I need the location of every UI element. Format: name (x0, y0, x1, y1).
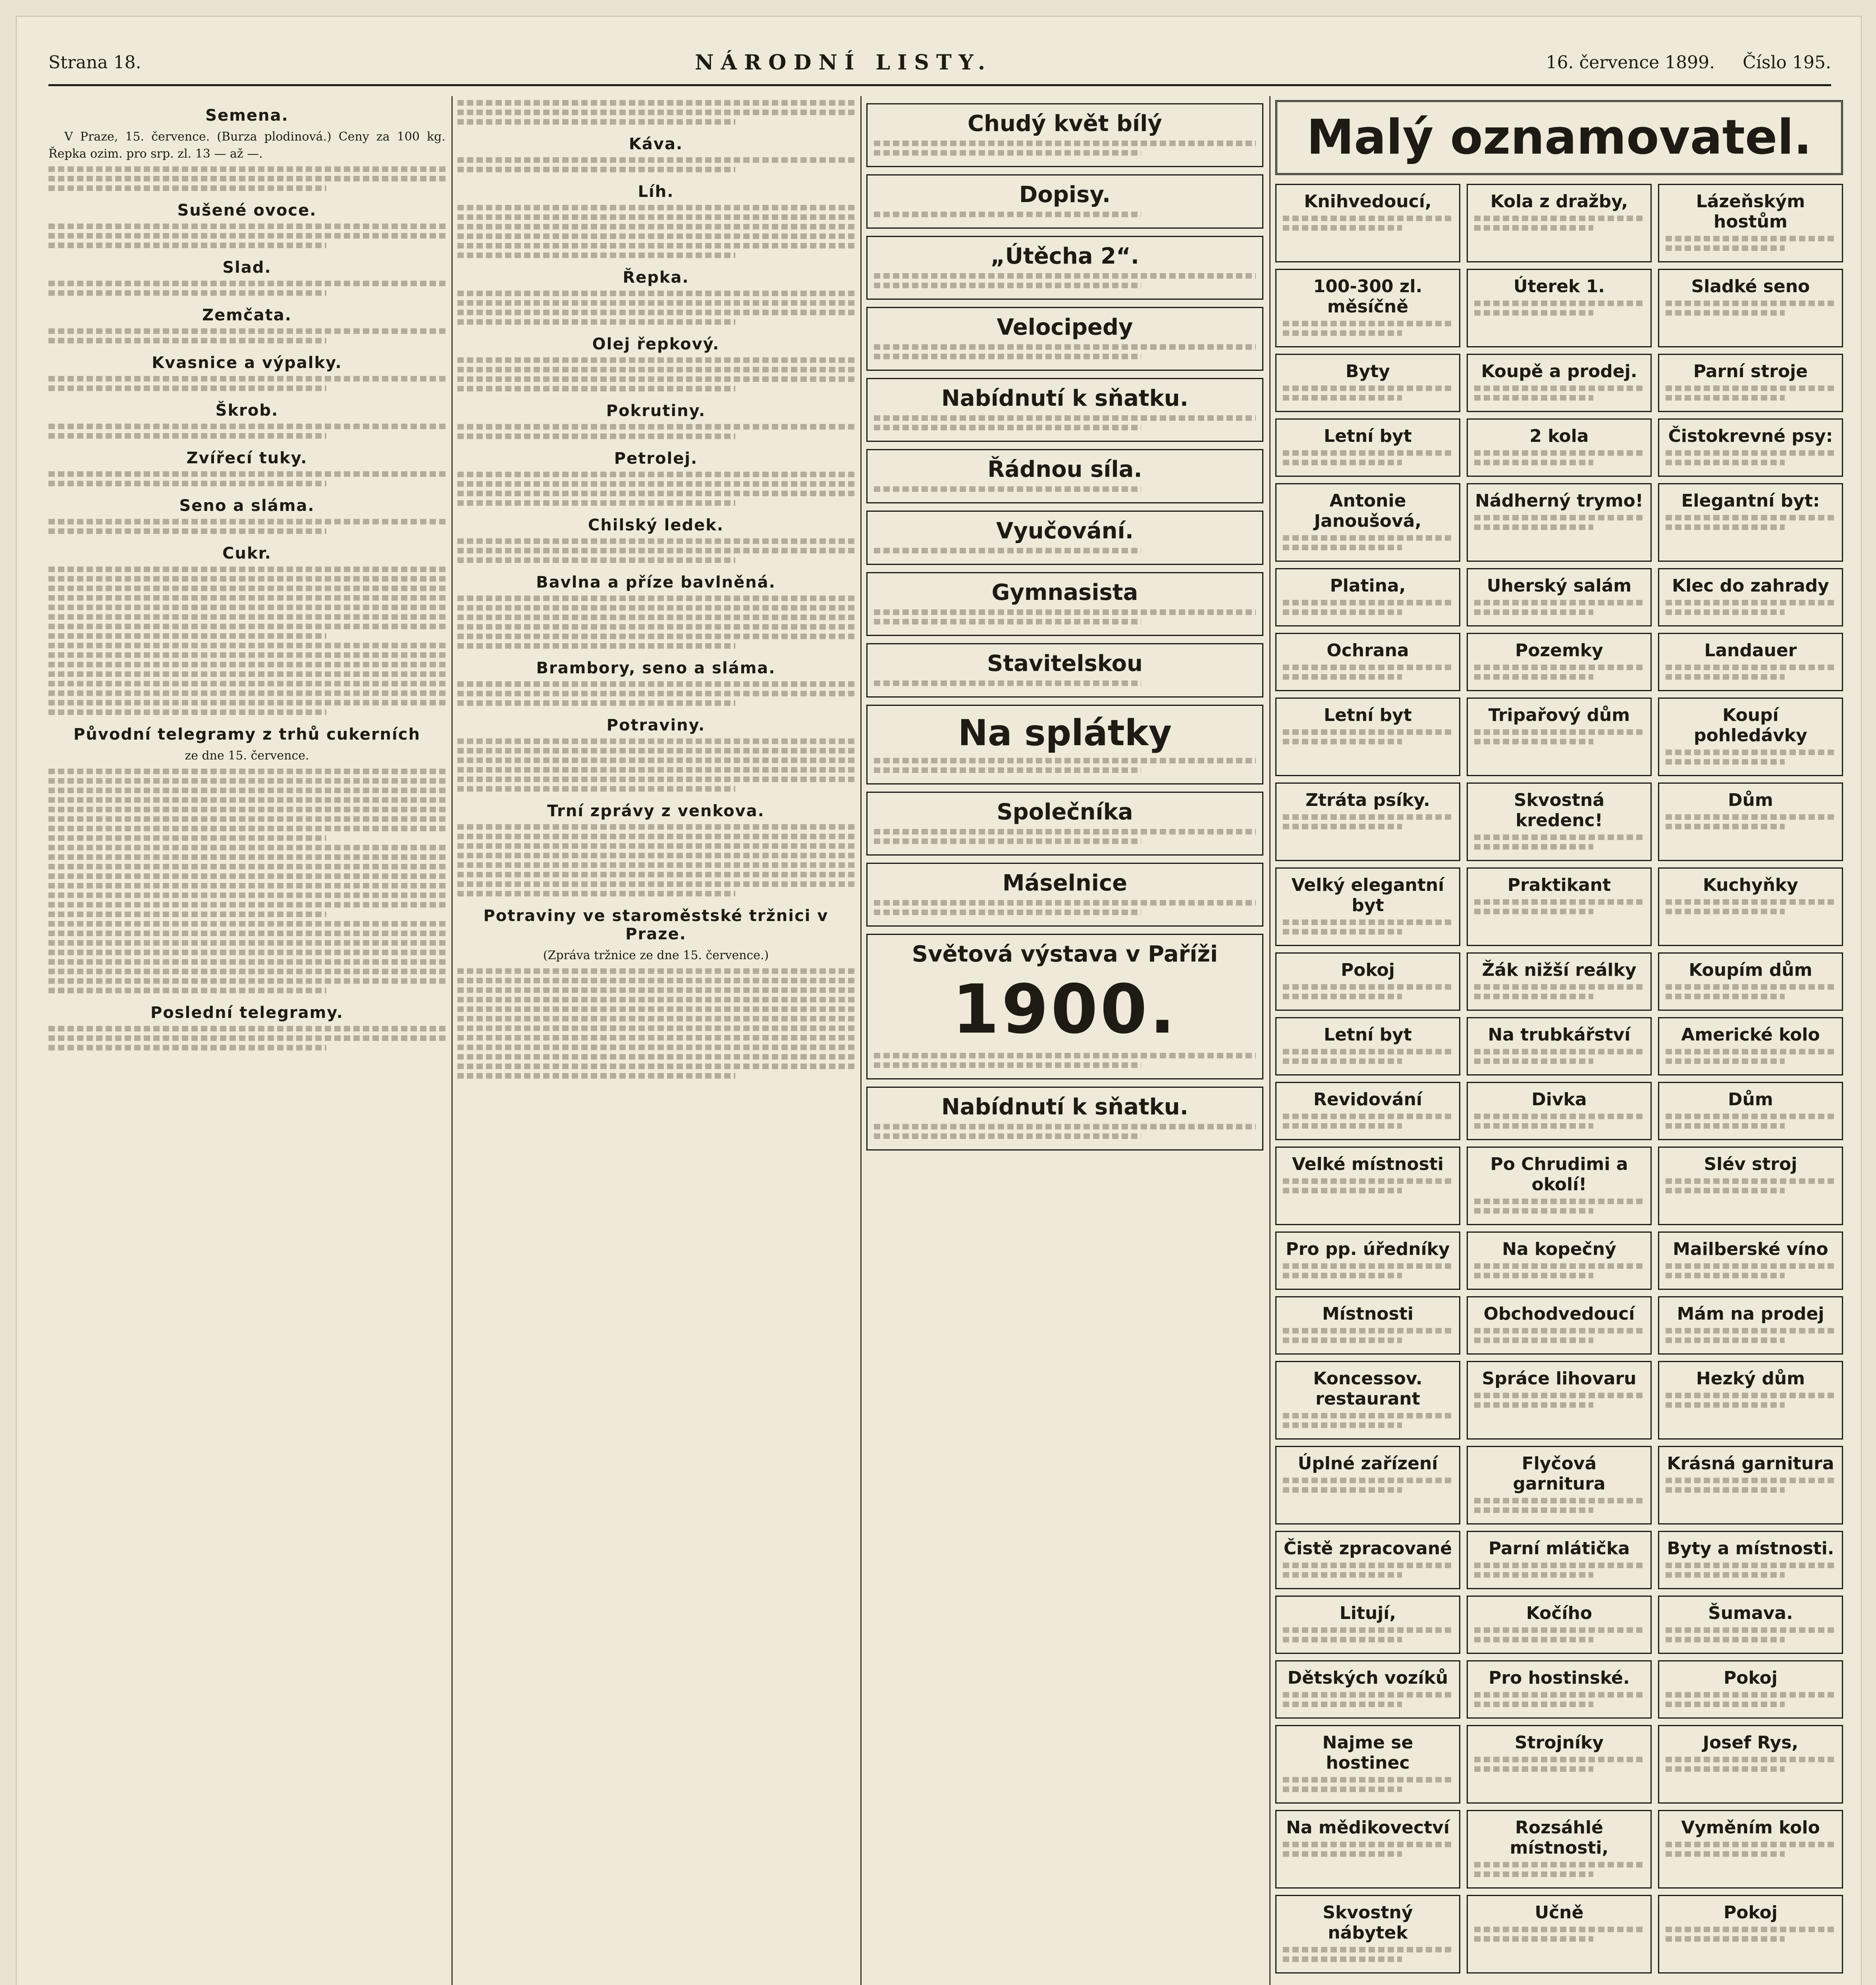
classified-ad (1467, 1596, 1652, 1654)
advert (866, 449, 1263, 503)
column-display-ads (866, 96, 1263, 1985)
section-heading: Řepka. (623, 268, 689, 287)
classified-ad (1467, 952, 1652, 1011)
classified-ad (1658, 1895, 1843, 1973)
classified-ad (1467, 1725, 1652, 1804)
advert (866, 378, 1263, 442)
classified-ad-title: Dům (1728, 790, 1773, 810)
advert-title: „Útěcha 2“. (990, 243, 1139, 269)
classified-ad-title: 100-300 zl. měsíčně (1313, 276, 1423, 317)
page-number: Strana 18. (48, 52, 141, 73)
classified-ad-title: Lázeňským hostům (1696, 191, 1805, 232)
classified-ad-title: Čistě zpracované (1283, 1538, 1452, 1559)
classified-ad-title: Josef Rys, (1702, 1733, 1799, 1753)
classified-ad-title: Kuchyňky (1702, 875, 1798, 895)
newspaper-page (16, 16, 1862, 1985)
section-heading: Potraviny. (606, 716, 706, 734)
advert (866, 236, 1263, 300)
classified-ad (1658, 633, 1843, 691)
classified-ad-title: Dům (1728, 1089, 1773, 1110)
classified-ad-title: Obchodvedoucí (1483, 1304, 1635, 1324)
classified-ad (1658, 184, 1843, 262)
classified-ad-title: Elegantní byt: (1681, 491, 1820, 511)
section-heading: Chilský ledek. (588, 516, 724, 534)
advert-title: Máselnice (1002, 870, 1128, 896)
page-header (48, 40, 1831, 86)
column-classifieds (1275, 96, 1843, 1985)
classified-ad-title: Sladké seno (1691, 276, 1810, 297)
classified-ad-title: Slév stroj (1704, 1154, 1797, 1174)
classified-ad (1658, 354, 1843, 412)
classified-ad (1658, 483, 1843, 562)
classified-ad (1275, 483, 1460, 562)
classified-ad (1467, 782, 1652, 861)
classified-ad-title: Koncessov. restaurant (1313, 1368, 1423, 1409)
section-heading: Seno a sláma. (179, 497, 315, 515)
classified-ad (1275, 1017, 1460, 1075)
classified-ad-title: Litují, (1339, 1603, 1396, 1623)
column-rule (1269, 96, 1271, 1985)
classified-ad (1275, 867, 1460, 946)
advert-title: Stavitelskou (987, 651, 1143, 676)
classified-ad-title: Revidování (1313, 1089, 1422, 1110)
classified-ad (1275, 568, 1460, 626)
section-heading: Původní telegramy z trhů cukerních (73, 725, 421, 744)
classified-ad-title: Učně (1535, 1902, 1584, 1923)
advert (866, 103, 1263, 167)
classified-ad-title: Na trubkářství (1488, 1025, 1631, 1045)
classified-ad-title: Místnosti (1322, 1304, 1413, 1324)
section-heading: Petrolej. (614, 449, 698, 468)
issue-date: 16. července 1899. (1546, 52, 1715, 73)
classified-ad (1275, 952, 1460, 1011)
classified-ad (1467, 269, 1652, 347)
classified-ad (1658, 1231, 1843, 1290)
advert-year: 1900. (952, 970, 1178, 1049)
classified-ad (1275, 354, 1460, 412)
issue-number: Číslo 195. (1743, 52, 1831, 73)
classified-ad (1467, 1147, 1652, 1225)
classified-ad-title: Praktikant (1507, 875, 1611, 895)
column-market-reports-2 (457, 96, 854, 1985)
classifieds-grid (1275, 184, 1843, 1973)
advert-title: Velocipedy (997, 314, 1133, 340)
advert-title: Nabídnutí k sňatku. (941, 1094, 1189, 1120)
section-heading: Olej řepkový. (592, 335, 720, 353)
classified-ad (1658, 1725, 1843, 1804)
advert (866, 934, 1263, 1079)
advert (866, 572, 1263, 636)
article-text: V Praze, 15. července. (Burza plodinová.) Ceny za 100 kg. Řepka ozim. pro srp. zl. 13 — až —. (48, 130, 445, 161)
classified-ad (1658, 568, 1843, 626)
classified-ad (1658, 952, 1843, 1011)
classified-ad-title: Uherský salám (1487, 576, 1632, 596)
section-heading: Zemčata. (202, 306, 292, 325)
classified-ad-title: Pro pp. úředníky (1286, 1239, 1450, 1259)
section-heading: Potraviny ve staroměstské tržnici v Praze. (483, 907, 829, 943)
classified-ad (1467, 483, 1652, 562)
classified-ad-title: Platina, (1330, 576, 1406, 596)
classified-ad (1658, 1361, 1843, 1440)
classified-ad (1275, 698, 1460, 776)
classified-ad-title: Na kopečný (1502, 1239, 1616, 1259)
section-heading: Cukr. (222, 544, 272, 563)
classified-ad-title: Dětských vozíků (1287, 1668, 1448, 1688)
classified-ad-title: Tripařový dům (1488, 705, 1630, 725)
classified-ad (1275, 1147, 1460, 1225)
section-subheading: ze dne 15. července. (185, 749, 309, 763)
advert-title: Na splátky (958, 712, 1172, 754)
classified-ad-title: Velký elegantní byt (1291, 875, 1444, 915)
classified-ad (1658, 1017, 1843, 1075)
column-rule (451, 96, 453, 1985)
classified-ad-title: Kočího (1526, 1603, 1593, 1623)
advert-title: Vyučování. (996, 518, 1134, 544)
section-heading: Poslední telegramy. (150, 1003, 343, 1022)
advert-title: Gymnasista (991, 580, 1138, 605)
section-heading: Slad. (222, 258, 272, 277)
advert-title: Chudý květ bílý (968, 111, 1162, 137)
classified-ad (1467, 633, 1652, 691)
classified-ad (1658, 1446, 1843, 1524)
classified-ad (1658, 1296, 1843, 1355)
classified-ad (1275, 1296, 1460, 1355)
classified-ad (1467, 1895, 1652, 1973)
classified-ad (1467, 354, 1652, 412)
classified-ad (1658, 1596, 1843, 1654)
classified-ad (1275, 418, 1460, 477)
classified-ad (1658, 782, 1843, 861)
advert (866, 863, 1263, 927)
advert-title: Dopisy. (1019, 182, 1111, 208)
classified-ad (1467, 1531, 1652, 1589)
classified-ad-title: Pozemky (1515, 640, 1603, 661)
classified-ad (1275, 1895, 1460, 1973)
classified-ad-title: Spráce lihovaru (1482, 1368, 1637, 1389)
classified-ad-title: Strojníky (1514, 1733, 1604, 1753)
classified-ad (1467, 1231, 1652, 1290)
classified-ad-title: Landauer (1704, 640, 1797, 661)
section-heading: Kvasnice a výpalky. (152, 354, 342, 372)
classified-ad (1658, 1810, 1843, 1889)
classified-ad (1658, 418, 1843, 477)
section-heading: Semena. (205, 106, 289, 125)
classified-ad-title: Byty (1346, 361, 1390, 382)
section-heading: Zvířecí tuky. (186, 449, 308, 468)
advert (866, 307, 1263, 371)
classified-ad-title: Antonie Janoušová, (1314, 491, 1422, 531)
classified-ad (1275, 1531, 1460, 1589)
classified-ad (1275, 1725, 1460, 1804)
classified-ad-title: Skvostná kredenc! (1514, 790, 1605, 831)
advert-title: Řádnou síla. (987, 457, 1142, 482)
advert (866, 511, 1263, 565)
classified-ad-title: Parní mlátička (1488, 1538, 1630, 1559)
classified-ad-title: Na mědikovectví (1286, 1817, 1450, 1838)
classified-ad (1467, 867, 1652, 946)
classifieds-banner: Malý oznamovatel. (1275, 100, 1843, 175)
section-heading: Brambory, seno a sláma. (536, 659, 776, 677)
classified-ad (1658, 867, 1843, 946)
advert (866, 1087, 1263, 1151)
classified-ad (1658, 269, 1843, 347)
classified-ad (1275, 1082, 1460, 1140)
classified-ad-title: Koupí pohledávky (1694, 705, 1807, 746)
classified-ad (1467, 1446, 1652, 1524)
classified-ad-title: Americké kolo (1681, 1025, 1820, 1045)
section-heading: Káva. (629, 135, 683, 153)
classified-ad (1658, 1531, 1843, 1589)
column-market-reports (48, 96, 445, 1985)
classified-ad (1467, 1810, 1652, 1889)
classified-ad (1275, 269, 1460, 347)
advert-title: Světová výstava v Paříži (912, 941, 1218, 967)
classified-ad (1467, 1361, 1652, 1440)
classified-ad (1467, 568, 1652, 626)
classified-ad-title: Knihvedoucí, (1304, 191, 1432, 212)
classified-ad (1275, 782, 1460, 861)
section-heading: Bavlna a příze bavlněná. (536, 573, 776, 592)
classified-ad-title: Vyměním kolo (1681, 1817, 1820, 1838)
classified-ad (1275, 184, 1460, 262)
classified-ad-title: Flyčová garnitura (1513, 1453, 1606, 1494)
classified-ad-title: Úplné zařízení (1298, 1453, 1438, 1474)
classified-ad-title: Nádherný trymo! (1475, 491, 1643, 511)
classified-ad-title: Koupím dům (1689, 960, 1812, 980)
classified-ad-title: Po Chrudimi a okolí! (1490, 1154, 1628, 1195)
classified-ad-title: Divka (1531, 1089, 1587, 1110)
classified-ad-title: Krásná garnitura (1667, 1453, 1834, 1474)
section-heading: Líh. (638, 183, 674, 201)
classified-ad-title: Ochrana (1327, 640, 1409, 661)
classified-ad-title: Parní stroje (1693, 361, 1808, 382)
classified-ad-title: 2 kola (1529, 426, 1589, 446)
classified-ad-title: Mailberské víno (1673, 1239, 1828, 1259)
masthead-title: NÁRODNÍ LISTY. (695, 50, 993, 75)
classified-ad (1275, 1446, 1460, 1524)
classified-ad-title: Skvostný nábytek (1323, 1902, 1413, 1943)
classified-ad (1467, 1660, 1652, 1719)
classified-ad-title: Mám na prodej (1677, 1304, 1824, 1324)
classified-ad-title: Klec do zahrady (1672, 576, 1829, 596)
classified-ad-title: Ztráta psíky. (1305, 790, 1430, 810)
classified-ad (1275, 1660, 1460, 1719)
classified-ad (1658, 1082, 1843, 1140)
advert (866, 705, 1263, 784)
classified-ad-title: Letní byt (1324, 426, 1412, 446)
classified-ad-title: Žák nižší reálky (1482, 960, 1637, 980)
advert (866, 643, 1263, 698)
classified-ad (1658, 698, 1843, 776)
classified-ad-title: Hezký dům (1696, 1368, 1805, 1389)
classified-ad-title: Pokoj (1341, 960, 1395, 980)
classified-ad (1275, 633, 1460, 691)
classified-ad (1467, 698, 1652, 776)
classified-ad-title: Pokoj (1724, 1902, 1778, 1923)
classified-ad (1467, 184, 1652, 262)
classified-ad (1275, 1596, 1460, 1654)
classified-ad (1467, 418, 1652, 477)
section-heading: Trní zprávy z venkova. (547, 802, 765, 820)
classified-ad-title: Velké místnosti (1292, 1154, 1444, 1174)
classified-ad (1275, 1231, 1460, 1290)
classified-ad (1467, 1017, 1652, 1075)
section-heading: Sušené ovoce. (177, 201, 317, 220)
classified-ad-title: Rozsáhlé místnosti, (1510, 1817, 1609, 1858)
classified-ad (1467, 1296, 1652, 1355)
advert-title: Nabídnutí k sňatku. (941, 385, 1189, 411)
classified-ad-title: Kola z dražby, (1490, 191, 1628, 212)
section-heading: Pokrutiny. (606, 402, 706, 420)
classified-ad-title: Úterek 1. (1513, 276, 1605, 297)
column-rule (860, 96, 862, 1985)
section-heading: Škrob. (215, 401, 279, 420)
advert-title: Společníka (997, 799, 1133, 825)
classified-ad-title: Čistokrevné psy: (1668, 426, 1833, 446)
classified-ad (1658, 1147, 1843, 1225)
classified-ad (1467, 1082, 1652, 1140)
classified-ad-title: Letní byt (1324, 1025, 1412, 1045)
advert (866, 174, 1263, 229)
classified-ad-title: Byty a místnosti. (1667, 1538, 1834, 1559)
classified-ad-title: Najme se hostinec (1322, 1733, 1413, 1773)
classified-ad (1658, 1660, 1843, 1719)
classified-ad-title: Pokoj (1724, 1668, 1778, 1688)
classified-ad-title: Letní byt (1324, 705, 1412, 725)
section-subheading: (Zpráva tržnice ze dne 15. července.) (543, 948, 769, 962)
classified-ad-title: Pro hostinské. (1488, 1668, 1630, 1688)
classified-ad (1275, 1810, 1460, 1889)
classified-ad (1275, 1361, 1460, 1440)
advert (866, 792, 1263, 856)
classified-ad-title: Koupě a prodej. (1481, 361, 1637, 382)
classified-ad-title: Šumava. (1708, 1603, 1793, 1623)
